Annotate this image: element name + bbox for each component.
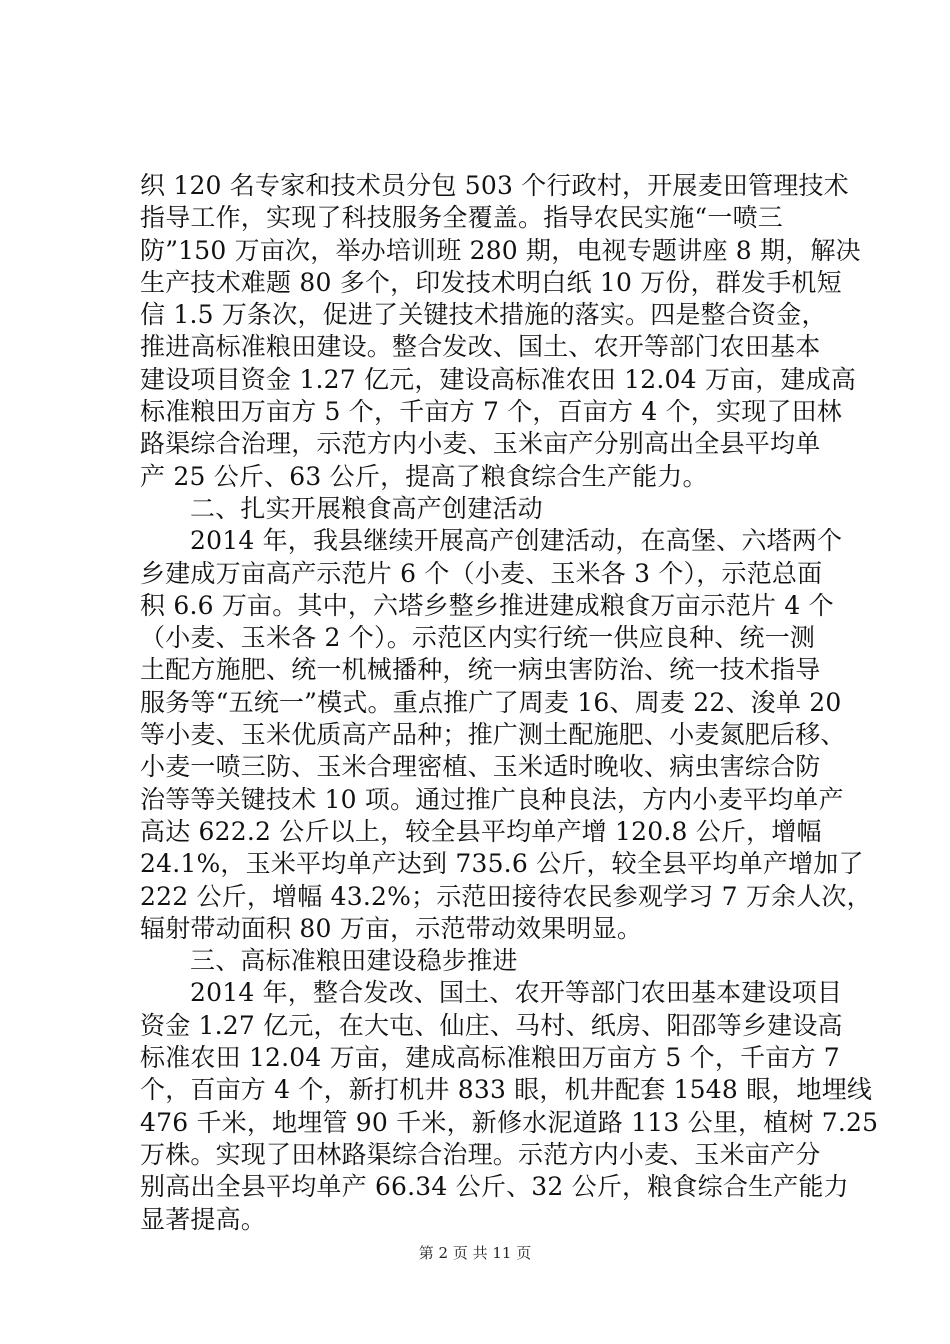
text-line: 万株。实现了田林路渠综合治理。示范方内小麦、玉米亩产分 [140, 1139, 821, 1169]
paragraph-3 [140, 977, 879, 1235]
text-line: 222 公斤，增幅 43.2%；示范田接待农民参观学习 7 万余人次， [140, 881, 872, 911]
text-line: 2014 年，整合发改、国土、农开等部门农田基本建设项目 [190, 978, 843, 1008]
text-line: 2014 年，我县继续开展高产创建活动，在高堡、六塔两个 [190, 526, 843, 556]
text-line: 土配方施肥、统一机械播种，统一病虫害防治、统一技术指导 [140, 655, 821, 685]
text-line: 指导工作，实现了科技服务全覆盖。指导农民实施“一喷三 [140, 203, 783, 233]
text-line: 小麦一喷三防、玉米合理密植、玉米适时晚收、病虫害综合防 [140, 752, 821, 782]
text-line: 476 千米，地埋管 90 千米，新修水泥道路 113 公里，植树 7.25 [140, 1107, 879, 1137]
text-line: 产 25 公斤、63 公斤，提高了粮食综合生产能力。 [140, 461, 708, 491]
paragraph-1 [140, 170, 861, 493]
text-line: 资金 1.27 亿元，在大屯、仙庄、马村、纸房、阳邵等乡建设高 [140, 1010, 843, 1040]
text-line: 信 1.5 万条次，促进了关键技术措施的落实。四是整合资金， [140, 300, 827, 330]
text-line: 别高出全县平均单产 66.34 公斤、32 公斤，粮食综合生产能力 [140, 1172, 849, 1202]
text-line: 防”150 万亩次，举办培训班 280 期，电视专题讲座 8 期，解决 [140, 235, 861, 265]
text-line: 服务等“五统一”模式。重点推广了周麦 16、周麦 22、浚单 20 [140, 687, 842, 717]
text-line: 辐射带动面积 80 万亩，示范带动效果明显。 [140, 913, 643, 943]
text-line: 织 120 名专家和技术员分包 503 个行政村，开展麦田管理技术 [140, 171, 849, 200]
section-heading-2: 二、扎实开展粮食高产创建活动 [190, 493, 543, 523]
text-line: 乡建成万亩高产示范片 6 个（小麦、玉米各 3 个），示范总面 [140, 558, 823, 588]
text-line: 推进高标准粮田建设。整合发改、国土、农开等部门农田基本 [140, 332, 821, 362]
text-line: 标准农田 12.04 万亩，建成高标准粮田万亩方 5 个，千亩方 7 [140, 1043, 840, 1073]
text-line: 建设项目资金 1.27 亿元，建设高标准农田 12.04 万亩，建成高 [140, 364, 857, 394]
text-line: 高达 622.2 公斤以上，较全县平均单产增 120.8 公斤，增幅 [140, 816, 822, 846]
text-line: 个，百亩方 4 个，新打机井 833 眼，机井配套 1548 眼，地埋线 [140, 1075, 873, 1105]
text-line: 积 6.6 万亩。其中，六塔乡整乡推进建成粮食万亩示范片 4 个 [140, 590, 834, 620]
text-line: 显著提高。 [140, 1204, 267, 1234]
text-line: 生产技术难题 80 多个，印发技术明白纸 10 万份，群发手机短 [140, 267, 842, 297]
page-footer: 第 2 页 共 11 页 [418, 1244, 532, 1262]
text-line: 治等等关键技术 10 项。通过推广良种良法，方内小麦平均单产 [140, 784, 844, 814]
text-line: 标准粮田万亩方 5 个，千亩方 7 个，百亩方 4 个，实现了田林 [140, 397, 842, 427]
text-line: （小麦、玉米各 2 个）。示范区内实行统一供应良种、统一测 [140, 623, 816, 653]
text-line: 路渠综合治理，示范方内小麦、玉米亩产分别高出全县平均单 [140, 429, 821, 459]
paragraph-2 [140, 525, 872, 945]
text-line: 24.1%，玉米平均单产达到 735.6 公斤，较全县平均单产增加了 [140, 849, 864, 879]
document-body [140, 170, 879, 1236]
text-line: 等小麦、玉米优质高产品种；推广测土配施肥、小麦氮肥后移、 [140, 720, 846, 750]
section-heading-3: 三、高标准粮田建设稳步推进 [190, 946, 518, 976]
